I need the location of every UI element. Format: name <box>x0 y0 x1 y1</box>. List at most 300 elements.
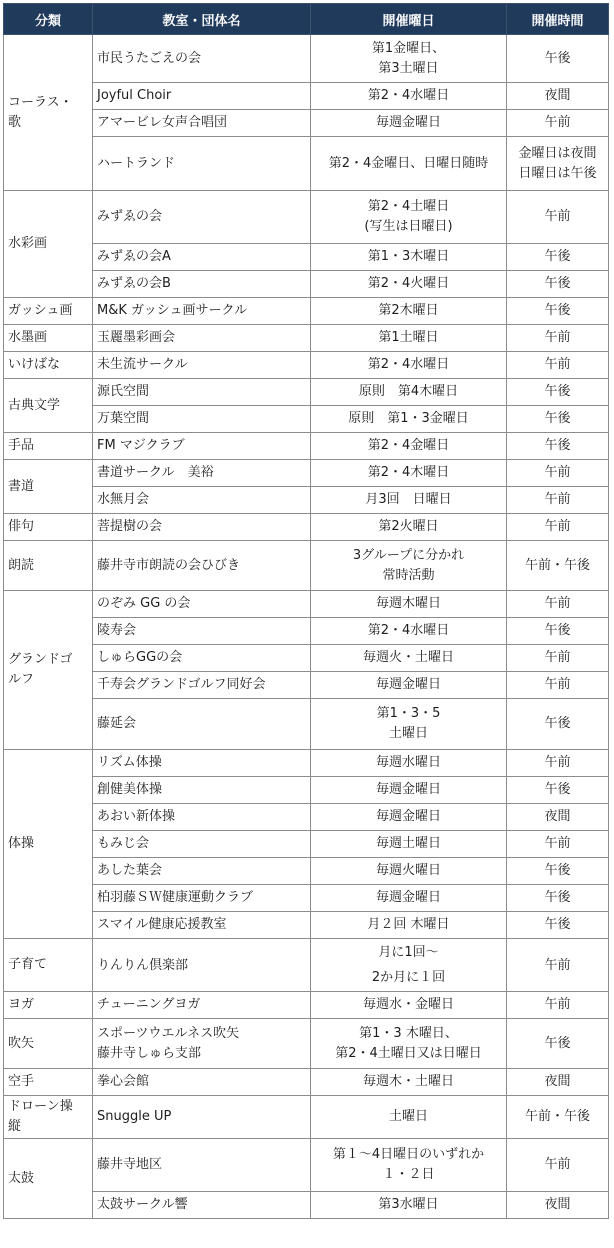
time-cell <box>507 804 609 831</box>
name-cell <box>93 672 311 699</box>
header-category: 分類 <box>4 4 93 35</box>
time-cell <box>507 83 609 110</box>
table-row <box>4 1139 609 1192</box>
cell-text-line: 午後 <box>544 623 571 638</box>
cell-text-line: 陵寿会 <box>97 623 137 638</box>
cell-text-line: 午前・午後 <box>524 1109 590 1124</box>
table-row <box>4 433 609 460</box>
cell-text-line: 俳句 <box>8 519 35 534</box>
day-cell <box>311 352 507 379</box>
cell-text-line: 夜間 <box>544 809 571 824</box>
cell-text-line: チューニングヨガ <box>97 997 201 1012</box>
table-row <box>4 191 609 244</box>
cell-text-line: 午前 <box>544 997 571 1012</box>
table-row <box>4 244 609 271</box>
header-name: 教室・団体名 <box>93 4 311 35</box>
name-cell <box>93 885 311 912</box>
day-cell <box>311 591 507 618</box>
cell-text-line: 第2・4水曜日 <box>367 88 450 103</box>
time-cell <box>507 1069 609 1096</box>
cell-text-line: 菩提樹の会 <box>97 519 163 534</box>
cell-text-line: 第2木曜日 <box>378 303 439 318</box>
cell-text-line: 午前 <box>544 519 571 534</box>
cell-text-line: 第2・4木曜日 <box>367 465 450 480</box>
category-cell <box>4 541 93 591</box>
category-cell <box>4 591 93 750</box>
cell-text-line: 午後 <box>544 782 571 797</box>
cell-text-line: 夜間 <box>544 1074 571 1089</box>
cell-text-line: 藤井寺しゅら支部 <box>97 1045 202 1061</box>
circle-schedule-table <box>3 3 609 1219</box>
cell-text-line: ドローン操 <box>8 1099 73 1114</box>
cell-text-line: 千寿会グランドゴルフ同好会 <box>97 677 266 692</box>
cell-text-line: 原則 第4木曜日 <box>358 384 459 399</box>
table-row <box>4 298 609 325</box>
cell-text-line: 第2・4水曜日 <box>367 357 450 372</box>
time-cell <box>507 645 609 672</box>
time-cell <box>507 460 609 487</box>
category-cell <box>4 352 93 379</box>
cell-text-line: 第2・4火曜日 <box>367 276 450 291</box>
table-row <box>4 804 609 831</box>
cell-text-line: あした葉会 <box>97 863 163 878</box>
name-cell <box>93 406 311 433</box>
table-row <box>4 858 609 885</box>
cell-text-line: 朗読 <box>8 557 35 573</box>
time-cell <box>507 271 609 298</box>
cell-text-line: 毎週木・土曜日 <box>362 1074 454 1089</box>
day-cell <box>311 750 507 777</box>
cell-text-line: りんりん倶楽部 <box>97 957 189 973</box>
cell-text-line: 午後 <box>544 1035 571 1051</box>
cell-text-line: しゅらGGの会 <box>97 650 183 665</box>
day-cell <box>311 804 507 831</box>
day-cell <box>311 699 507 750</box>
time-cell <box>507 591 609 618</box>
name-cell <box>93 433 311 460</box>
cell-text-line: 午後 <box>544 50 571 66</box>
time-cell <box>507 1139 609 1192</box>
table-row <box>4 591 609 618</box>
day-cell <box>311 1096 507 1139</box>
name-cell <box>93 777 311 804</box>
cell-text-line: 吹矢 <box>8 1035 35 1051</box>
table-row <box>4 514 609 541</box>
cell-text-line: 毎週水・金曜日 <box>362 997 454 1012</box>
category-cell <box>4 325 93 352</box>
cell-text-line: 午後 <box>544 384 571 399</box>
table-row <box>4 1019 609 1069</box>
cell-text-line: 2か月に１回 <box>371 970 446 985</box>
cell-text-line: 第1金曜日、 <box>371 40 446 56</box>
cell-text-line: 日曜日は午後 <box>518 165 597 181</box>
name-cell <box>93 1139 311 1192</box>
table-row <box>4 35 609 83</box>
name-cell <box>93 298 311 325</box>
time-cell <box>507 831 609 858</box>
name-cell <box>93 992 311 1019</box>
cell-text-line: 午前 <box>544 465 571 480</box>
day-cell <box>311 514 507 541</box>
name-cell <box>93 831 311 858</box>
time-cell <box>507 325 609 352</box>
day-cell <box>311 191 507 244</box>
day-cell <box>311 885 507 912</box>
category-cell <box>4 939 93 992</box>
cell-text-line: コーラス・ <box>8 94 73 110</box>
name-cell <box>93 137 311 191</box>
cell-text-line: 3グループに分かれ <box>352 547 465 563</box>
table-row <box>4 618 609 645</box>
cell-text-line: 毎週金曜日 <box>375 782 441 797</box>
table-row <box>4 1069 609 1096</box>
time-cell <box>507 244 609 271</box>
cell-text-line: 古典文学 <box>8 397 61 413</box>
category-cell <box>4 35 93 191</box>
cell-text-line: 第2・4土曜日 <box>367 199 450 214</box>
table-row <box>4 406 609 433</box>
category-cell <box>4 750 93 939</box>
cell-text-line: 体操 <box>8 836 35 851</box>
cell-text-line: 月２回 木曜日 <box>367 917 450 932</box>
table-row <box>4 672 609 699</box>
cell-text-line: みずゑの会A <box>97 249 171 264</box>
table-row <box>4 831 609 858</box>
cell-text-line: 第１～4日曜日のいずれか <box>332 1147 485 1162</box>
cell-text-line: 万葉空間 <box>97 411 150 426</box>
table-row <box>4 83 609 110</box>
name-cell <box>93 352 311 379</box>
time-cell <box>507 1192 609 1219</box>
day-cell <box>311 271 507 298</box>
day-cell <box>311 406 507 433</box>
time-cell <box>507 433 609 460</box>
cell-text-line: 午前 <box>544 836 571 851</box>
time-cell <box>507 137 609 191</box>
cell-text-line: 第3土曜日 <box>378 60 439 76</box>
name-cell <box>93 541 311 591</box>
day-cell <box>311 83 507 110</box>
cell-text-line: 水無月会 <box>97 492 150 507</box>
cell-text-line: リズム体操 <box>97 755 162 770</box>
cell-text-line: みずゑの会 <box>97 209 163 224</box>
cell-text-line: 子育て <box>8 957 48 972</box>
name-cell <box>93 618 311 645</box>
cell-text-line: 水彩画 <box>8 236 48 251</box>
name-cell <box>93 1096 311 1139</box>
cell-text-line: 午後 <box>544 276 571 291</box>
cell-text-line: 午後 <box>544 917 571 932</box>
cell-text-line: 水墨画 <box>8 330 48 345</box>
cell-text-line: 藤延会 <box>97 716 137 731</box>
table-row <box>4 939 609 992</box>
cell-text-line: 第1・3・5 <box>376 706 441 721</box>
day-cell <box>311 618 507 645</box>
name-cell <box>93 804 311 831</box>
cell-text-line: 第1・3 木曜日、 <box>359 1025 458 1041</box>
cell-text-line: あおい新体操 <box>97 809 176 824</box>
day-cell <box>311 541 507 591</box>
cell-text-line: 第2・4土曜日又は日曜日 <box>335 1045 482 1061</box>
cell-text-line: 午前 <box>544 596 571 611</box>
day-cell <box>311 939 507 992</box>
time-cell <box>507 912 609 939</box>
time-cell <box>507 672 609 699</box>
category-cell <box>4 433 93 460</box>
time-cell <box>507 352 609 379</box>
name-cell <box>93 591 311 618</box>
table-row <box>4 1096 609 1139</box>
cell-text-line: みずゑの会B <box>97 276 171 291</box>
cell-text-line: １・２日 <box>382 1167 435 1182</box>
cell-text-line: 太鼓サークル響 <box>97 1197 188 1212</box>
cell-text-line: 歌 <box>8 114 22 130</box>
cell-text-line: 午前 <box>544 957 571 973</box>
table-row <box>4 110 609 137</box>
cell-text-line: ガッシュ画 <box>8 303 73 318</box>
time-cell <box>507 939 609 992</box>
header-day: 開催曜日 <box>311 4 507 35</box>
cell-text-line: 縦 <box>8 1119 22 1134</box>
cell-text-line: 午前 <box>544 1157 571 1172</box>
cell-text-line: Snuggle UP <box>97 1109 172 1124</box>
day-cell <box>311 645 507 672</box>
table-row <box>4 750 609 777</box>
day-cell <box>311 487 507 514</box>
category-cell <box>4 298 93 325</box>
table-row <box>4 777 609 804</box>
cell-text-line: のぞみ GG の会 <box>97 596 191 611</box>
cell-text-line: もみじ会 <box>97 836 150 851</box>
cell-text-line: 午後 <box>544 438 571 453</box>
header-time: 開催時間 <box>507 4 609 35</box>
cell-text-line: 藤井寺市朗読の会ひびき <box>97 557 241 573</box>
name-cell <box>93 645 311 672</box>
cell-text-line: 創健美体操 <box>97 782 163 797</box>
table-row <box>4 352 609 379</box>
cell-text-line: 毎週木曜日 <box>375 596 441 611</box>
name-cell <box>93 1019 311 1069</box>
table-row <box>4 137 609 191</box>
cell-text-line: 午後 <box>544 411 571 426</box>
cell-text-line: 毎週金曜日 <box>375 677 441 692</box>
cell-text-line: 書道サークル 美裕 <box>97 465 214 480</box>
category-cell <box>4 992 93 1019</box>
time-cell <box>507 1019 609 1069</box>
cell-text-line: 市民うたごえの会 <box>97 50 202 66</box>
day-cell <box>311 1139 507 1192</box>
name-cell <box>93 699 311 750</box>
cell-text-line: スマイル健康応援教室 <box>97 917 227 932</box>
time-cell <box>507 379 609 406</box>
table-row <box>4 1192 609 1219</box>
time-cell <box>507 750 609 777</box>
name-cell <box>93 271 311 298</box>
cell-text-line: 月に1回～ <box>378 945 439 960</box>
time-cell <box>507 541 609 591</box>
time-cell <box>507 1096 609 1139</box>
cell-text-line: 原則 第1・3金曜日 <box>348 411 469 426</box>
category-cell <box>4 379 93 433</box>
cell-text-line: ヨガ <box>8 997 35 1012</box>
name-cell <box>93 460 311 487</box>
name-cell <box>93 1069 311 1096</box>
day-cell <box>311 244 507 271</box>
day-cell <box>311 325 507 352</box>
name-cell <box>93 858 311 885</box>
table-row <box>4 379 609 406</box>
name-cell <box>93 191 311 244</box>
name-cell <box>93 379 311 406</box>
time-cell <box>507 298 609 325</box>
cell-text-line: 第2・4水曜日 <box>367 623 450 638</box>
cell-text-line: 毎週金曜日 <box>375 115 441 130</box>
cell-text-line: 毎週水曜日 <box>375 755 441 770</box>
cell-text-line: 金曜日は夜間 <box>518 145 597 161</box>
table-body <box>4 35 609 1219</box>
time-cell <box>507 487 609 514</box>
cell-text-line: 未生流サークル <box>97 357 188 372</box>
category-cell <box>4 1139 93 1219</box>
time-cell <box>507 514 609 541</box>
name-cell <box>93 487 311 514</box>
cell-text-line: Joyful Choir <box>97 88 172 103</box>
table-row <box>4 645 609 672</box>
cell-text-line: 第1・3木曜日 <box>367 249 450 264</box>
cell-text-line: 藤井寺地区 <box>97 1157 163 1172</box>
day-cell <box>311 110 507 137</box>
cell-text-line: 第3水曜日 <box>378 1197 439 1212</box>
day-cell <box>311 460 507 487</box>
cell-text-line: 柏羽藤ＳＷ健康運動クラブ <box>97 890 254 905</box>
cell-text-line: 土曜日 <box>388 1109 428 1124</box>
cell-text-line: 毎週金曜日 <box>375 809 441 824</box>
day-cell <box>311 858 507 885</box>
cell-text-line: 午前 <box>544 115 571 130</box>
day-cell <box>311 137 507 191</box>
category-cell <box>4 514 93 541</box>
cell-text-line: 書道 <box>8 478 35 494</box>
cell-text-line: 午前 <box>544 650 571 665</box>
cell-text-line: 午前・午後 <box>524 557 590 573</box>
cell-text-line: 午前 <box>544 357 571 372</box>
category-cell <box>4 1069 93 1096</box>
category-cell <box>4 191 93 298</box>
day-cell <box>311 777 507 804</box>
cell-text-line: 夜間 <box>544 1197 571 1212</box>
cell-text-line: いけばな <box>8 357 61 372</box>
cell-text-line: 源氏空間 <box>97 384 150 399</box>
cell-text-line: 毎週土曜日 <box>375 836 441 851</box>
cell-text-line: (写生は日曜日) <box>364 219 453 234</box>
day-cell <box>311 831 507 858</box>
time-cell <box>507 992 609 1019</box>
cell-text-line: 午前 <box>544 330 571 345</box>
cell-text-line: 午後 <box>544 890 571 905</box>
day-cell <box>311 672 507 699</box>
time-cell <box>507 191 609 244</box>
cell-text-line: 拳心会館 <box>97 1074 150 1089</box>
cell-text-line: 月3回 日曜日 <box>365 492 452 507</box>
name-cell <box>93 750 311 777</box>
table-row <box>4 487 609 514</box>
name-cell <box>93 83 311 110</box>
name-cell <box>93 912 311 939</box>
time-cell <box>507 110 609 137</box>
cell-text-line: FM マジクラブ <box>97 438 185 453</box>
cell-text-line: 第2・4金曜日、日曜日随時 <box>328 155 489 171</box>
cell-text-line: ルフ <box>8 672 35 687</box>
time-cell <box>507 618 609 645</box>
name-cell <box>93 514 311 541</box>
table-row <box>4 885 609 912</box>
cell-text-line: スポーツウエルネス吹矢 <box>97 1025 240 1041</box>
time-cell <box>507 35 609 83</box>
cell-text-line: 午後 <box>544 863 571 878</box>
category-cell <box>4 460 93 514</box>
cell-text-line: 毎週火曜日 <box>375 863 441 878</box>
name-cell <box>93 1192 311 1219</box>
cell-text-line: 手品 <box>8 438 35 453</box>
cell-text-line: 午前 <box>544 677 571 692</box>
category-cell <box>4 1096 93 1139</box>
day-cell <box>311 35 507 83</box>
day-cell <box>311 992 507 1019</box>
day-cell <box>311 379 507 406</box>
name-cell <box>93 325 311 352</box>
table-row <box>4 992 609 1019</box>
cell-text-line: 午前 <box>544 755 571 770</box>
cell-text-line: アマービレ女声合唱団 <box>97 115 228 130</box>
name-cell <box>93 110 311 137</box>
time-cell <box>507 699 609 750</box>
time-cell <box>507 406 609 433</box>
cell-text-line: 玉麗墨彩画会 <box>97 330 176 345</box>
header-row <box>4 4 609 35</box>
day-cell <box>311 1019 507 1069</box>
table-row <box>4 325 609 352</box>
cell-text-line: 常時活動 <box>382 567 435 583</box>
name-cell <box>93 35 311 83</box>
table-row <box>4 271 609 298</box>
name-cell <box>93 244 311 271</box>
cell-text-line: 毎週火・土曜日 <box>362 650 454 665</box>
cell-text-line: 第2・4金曜日 <box>367 438 450 453</box>
time-cell <box>507 858 609 885</box>
cell-text-line: 毎週金曜日 <box>375 890 441 905</box>
category-cell <box>4 1019 93 1069</box>
day-cell <box>311 1069 507 1096</box>
cell-text-line: 午前 <box>544 209 571 224</box>
table-row <box>4 912 609 939</box>
cell-text-line: 空手 <box>8 1074 35 1089</box>
time-cell <box>507 777 609 804</box>
cell-text-line: 午後 <box>544 303 571 318</box>
cell-text-line: 午後 <box>544 249 571 264</box>
cell-text-line: 第2火曜日 <box>378 519 439 534</box>
table-row <box>4 541 609 591</box>
cell-text-line: 午後 <box>544 716 571 731</box>
cell-text-line: 第1土曜日 <box>378 330 439 345</box>
cell-text-line: 太鼓 <box>8 1170 35 1186</box>
time-cell <box>507 885 609 912</box>
table-row <box>4 699 609 750</box>
cell-text-line: ハートランド <box>97 155 176 171</box>
cell-text-line: 午前 <box>544 492 571 507</box>
day-cell <box>311 912 507 939</box>
name-cell <box>93 939 311 992</box>
cell-text-line: 夜間 <box>544 88 571 103</box>
